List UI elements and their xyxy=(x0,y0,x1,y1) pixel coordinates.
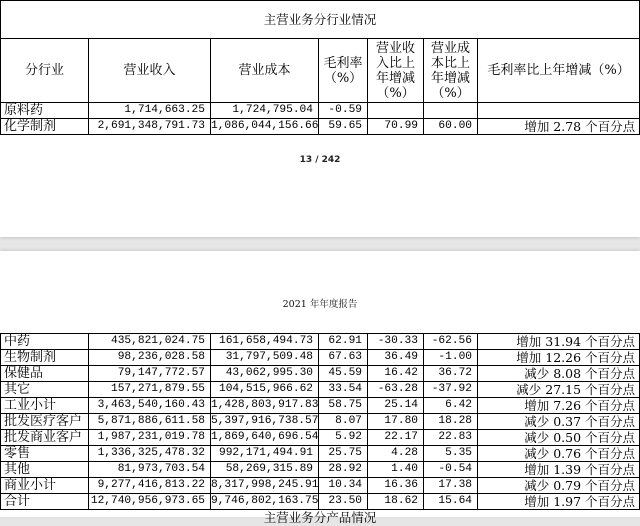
revenue-cell: 157,271,879.55 xyxy=(89,382,211,398)
table-title: 主营业务分行业情况 xyxy=(1,1,640,39)
pdf-page-upper xyxy=(0,0,640,237)
cost-cell: 992,171,494.91 xyxy=(211,446,319,462)
gross-margin-cell: 59.65 xyxy=(319,119,368,135)
revenue-cell: 79,147,772.57 xyxy=(89,366,211,382)
segment-cell: 零售 xyxy=(1,446,89,462)
segment-cell: 其他 xyxy=(1,462,89,478)
cost-cell: 9,746,802,163.75 xyxy=(211,494,319,510)
cost-change-cell: -0.54 xyxy=(424,462,478,478)
column-header-margin-change-label: 毛利率比上年增减（%） xyxy=(487,63,630,78)
column-header-segment-label: 分行业 xyxy=(24,63,64,78)
table-row xyxy=(1,350,640,366)
column-header-revenue-label: 营业收入 xyxy=(123,63,176,78)
segment-cell: 其它 xyxy=(1,382,89,398)
column-header-cost xyxy=(211,39,319,103)
page-number-indicator: 13 / 242 xyxy=(299,155,341,165)
revenue-change-cell: 25.14 xyxy=(368,398,424,414)
gross-margin-cell: 5.92 xyxy=(319,430,368,446)
margin-change-cell xyxy=(478,103,640,119)
table-row xyxy=(1,446,640,462)
table-row xyxy=(1,382,640,398)
cost-cell: 1,086,044,156.66 xyxy=(211,119,319,135)
revenue-change-cell: 16.36 xyxy=(368,478,424,494)
gross-margin-cell: 8.07 xyxy=(319,414,368,430)
column-header-gross-margin-label: 毛利率（%） xyxy=(323,55,363,86)
running-header: 2021 年年度报告 xyxy=(282,299,358,310)
revenue-cell: 1,336,325,478.32 xyxy=(89,446,211,462)
margin-change-cell: 减少 8.08 个百分点 xyxy=(478,366,640,382)
cost-change-cell: 36.72 xyxy=(424,366,478,382)
margin-change-cell: 增加 7.26 个百分点 xyxy=(478,398,640,414)
table-title-row xyxy=(1,1,640,39)
revenue-cell: 12,740,956,973.65 xyxy=(89,494,211,510)
segment-revenue-table xyxy=(0,0,640,135)
revenue-change-cell: 16.42 xyxy=(368,366,424,382)
segment-cell: 合计 xyxy=(1,494,89,510)
revenue-cell: 9,277,416,813.22 xyxy=(89,478,211,494)
gross-margin-cell: 45.59 xyxy=(319,366,368,382)
revenue-cell: 435,821,024.75 xyxy=(89,334,211,350)
cost-cell: 161,658,494.73 xyxy=(211,334,319,350)
gross-margin-cell: 23.50 xyxy=(319,494,368,510)
table-row xyxy=(1,398,640,414)
table-row xyxy=(1,414,640,430)
gross-margin-cell: 33.54 xyxy=(319,382,368,398)
cost-cell: 1,724,795.04 xyxy=(211,103,319,119)
column-header-cost-change-label: 营业成本比上年增减（%） xyxy=(430,40,470,101)
table-header-row xyxy=(1,39,640,103)
revenue-change-cell xyxy=(368,103,424,119)
revenue-change-cell: 22.17 xyxy=(368,430,424,446)
revenue-change-cell: 36.49 xyxy=(368,350,424,366)
gross-margin-cell: 58.75 xyxy=(319,398,368,414)
segment-cell: 生物制剂 xyxy=(1,350,89,366)
margin-change-cell: 减少 0.76 个百分点 xyxy=(478,446,640,462)
cost-cell: 104,515,966.62 xyxy=(211,382,319,398)
cost-change-cell: 22.83 xyxy=(424,430,478,446)
cost-cell: 58,269,315.89 xyxy=(211,462,319,478)
column-header-revenue-change xyxy=(368,39,424,103)
table-row xyxy=(1,478,640,494)
table-row xyxy=(1,334,640,350)
cost-change-cell: -37.92 xyxy=(424,382,478,398)
revenue-change-cell: -63.28 xyxy=(368,382,424,398)
gross-margin-cell: 28.92 xyxy=(319,462,368,478)
cost-change-cell: -1.00 xyxy=(424,350,478,366)
cost-cell: 5,397,916,738.57 xyxy=(211,414,319,430)
table-row xyxy=(1,462,640,478)
column-header-segment xyxy=(1,39,89,103)
segment-cell: 原料药 xyxy=(1,103,89,119)
segment-cell: 商业小计 xyxy=(1,478,89,494)
margin-change-cell: 增加 1.97 个百分点 xyxy=(478,494,640,510)
gross-margin-cell: 67.63 xyxy=(319,350,368,366)
revenue-change-cell: 18.62 xyxy=(368,494,424,510)
revenue-change-cell: 1.40 xyxy=(368,462,424,478)
segment-cell: 保健品 xyxy=(1,366,89,382)
column-header-cost-change xyxy=(424,39,478,103)
table-row xyxy=(1,119,640,135)
revenue-change-cell: 4.28 xyxy=(368,446,424,462)
cost-change-cell: 5.35 xyxy=(424,446,478,462)
cost-change-cell: 17.38 xyxy=(424,478,478,494)
column-header-revenue xyxy=(89,39,211,103)
cost-cell: 1,428,803,917.83 xyxy=(211,398,319,414)
segment-cell: 批发商业客户 xyxy=(1,430,89,446)
column-header-revenue-change-label: 营业收入比上年增减（%） xyxy=(375,40,415,101)
pdf-page-lower xyxy=(0,251,640,525)
cost-change-cell: -62.56 xyxy=(424,334,478,350)
segment-revenue-table-continued xyxy=(0,333,640,510)
revenue-cell: 98,236,028.58 xyxy=(89,350,211,366)
segment-cell: 中药 xyxy=(1,334,89,350)
revenue-change-cell: 70.99 xyxy=(368,119,424,135)
cost-change-cell xyxy=(424,103,478,119)
revenue-change-cell: -30.33 xyxy=(368,334,424,350)
revenue-change-cell: 17.80 xyxy=(368,414,424,430)
revenue-cell: 2,691,348,791.73 xyxy=(89,119,211,135)
gross-margin-cell: 62.91 xyxy=(319,334,368,350)
cost-change-cell: 15.64 xyxy=(424,494,478,510)
margin-change-cell: 增加 12.26 个百分点 xyxy=(478,350,640,366)
cost-cell: 43,062,995.30 xyxy=(211,366,319,382)
cost-cell: 1,869,640,696.54 xyxy=(211,430,319,446)
gross-margin-cell: 10.34 xyxy=(319,478,368,494)
revenue-cell: 1,987,231,019.78 xyxy=(89,430,211,446)
column-header-cost-label: 营业成本 xyxy=(238,63,291,78)
segment-cell: 批发医疗客户 xyxy=(1,414,89,430)
table-row xyxy=(1,494,640,510)
cost-cell: 31,797,509.48 xyxy=(211,350,319,366)
revenue-cell: 81,973,703.54 xyxy=(89,462,211,478)
cost-change-cell: 6.42 xyxy=(424,398,478,414)
margin-change-cell: 增加 1.39 个百分点 xyxy=(478,462,640,478)
margin-change-cell: 增加 2.78 个百分点 xyxy=(478,119,640,135)
table-row xyxy=(1,103,640,119)
margin-change-cell: 减少 0.37 个百分点 xyxy=(478,414,640,430)
segment-cell: 化学制剂 xyxy=(1,119,89,135)
cost-change-cell: 18.28 xyxy=(424,414,478,430)
margin-change-cell: 减少 0.79 个百分点 xyxy=(478,478,640,494)
column-header-margin-change xyxy=(478,39,640,103)
gross-margin-cell: 25.75 xyxy=(319,446,368,462)
revenue-cell: 5,871,886,611.58 xyxy=(89,414,211,430)
margin-change-cell: 增加 31.94 个百分点 xyxy=(478,334,640,350)
table-row xyxy=(1,366,640,382)
column-header-gross-margin xyxy=(319,39,368,103)
margin-change-cell: 减少 27.15 个百分点 xyxy=(478,382,640,398)
revenue-cell: 3,463,540,160.43 xyxy=(89,398,211,414)
revenue-cell: 1,714,663.25 xyxy=(89,103,211,119)
table-row xyxy=(1,430,640,446)
gross-margin-cell: -0.59 xyxy=(319,103,368,119)
segment-cell: 工业小计 xyxy=(1,398,89,414)
next-section-title: 主营业务分产品情况 xyxy=(263,510,377,525)
margin-change-cell: 减少 0.50 个百分点 xyxy=(478,430,640,446)
cost-cell: 8,317,998,245.91 xyxy=(211,478,319,494)
cost-change-cell: 60.00 xyxy=(424,119,478,135)
